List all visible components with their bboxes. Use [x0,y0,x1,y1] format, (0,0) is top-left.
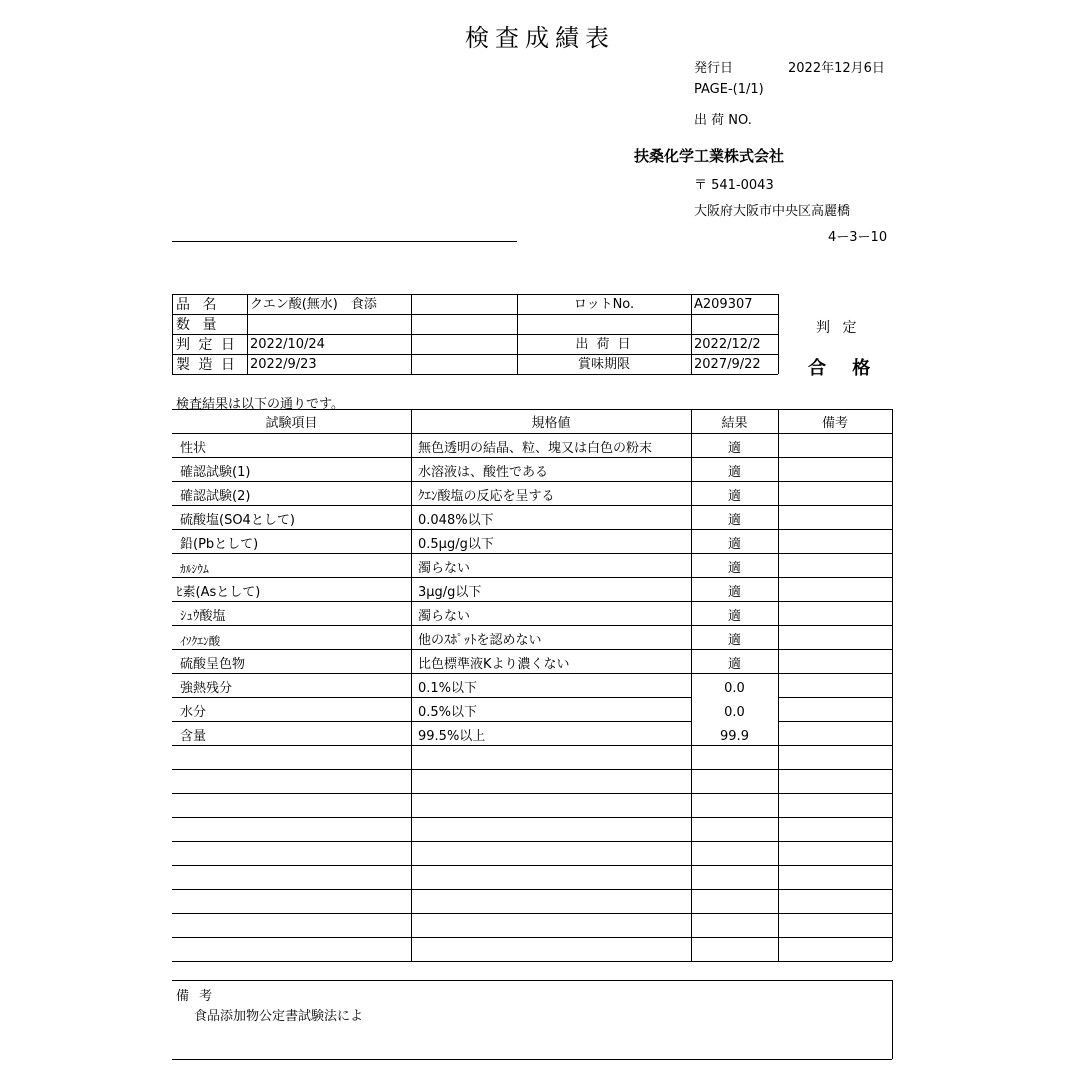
spec-value: 他のｽﾎﾟｯﾄを認めない [418,633,542,648]
header-spec: 規格値 [531,416,571,431]
company-postal: 〒 541-0043 [694,178,774,193]
spec-value: 3μg/g以下 [418,585,482,600]
result-value: 適 [727,585,741,600]
spec-value: 濁らない [418,609,471,624]
ship-date: 2022/12/2 [694,337,761,352]
test-item: 硫酸呈色物 [180,657,246,672]
test-item: ﾋ素(Asとして) [176,585,261,600]
ship-date-label: 出 荷 日 [575,337,633,352]
header-test-item: 試験項目 [265,416,318,431]
judge-date-label: 判 定 日 [176,337,237,353]
manufacture-date: 2022/9/23 [250,357,317,372]
result-value: 適 [727,561,741,576]
company-name: 扶桑化学工業株式会社 [634,147,785,165]
result-value: 99.9 [720,729,749,744]
manufacture-date-label: 製 造 日 [176,357,237,373]
recipient-line [172,241,517,242]
shipment-no-label: 出 荷 NO. [694,113,752,128]
product-name-label: 品 名 [176,297,221,313]
test-item: 強熱残分 [180,681,233,696]
test-item: ｲｿｸｴﾝ酸 [180,634,221,648]
issue-date-label: 発行日 [694,61,734,76]
judgement-result: 合 格 [808,358,881,379]
test-item: 鉛(Pbとして) [180,537,259,552]
result-value: 適 [727,537,741,552]
test-item: 性状 [180,441,207,456]
product-name: クエン酸(無水) 食添 [250,297,377,312]
result-value: 適 [727,609,741,624]
page-number: PAGE-(1/1) [694,82,764,97]
result-value: 適 [727,633,741,648]
company-address-number: 4ー3ー10 [828,230,888,245]
document-title: 検査成績表 [465,24,615,52]
test-item: 確認試験(2) [180,489,251,504]
spec-value: 0.1%以下 [418,681,478,696]
spec-value: 濁らない [418,561,471,576]
result-value: 適 [727,657,741,672]
test-item: 硫酸塩(SO4として) [180,513,295,528]
spec-value: 0.5%以下 [418,705,478,720]
header-remark: 備考 [821,416,848,431]
spec-value: 水溶液は、酸性である [418,465,549,480]
result-value: 0.0 [724,705,745,720]
judgement-label: 判 定 [816,320,861,336]
result-value: 0.0 [724,681,745,696]
judge-date: 2022/10/24 [250,337,325,352]
issue-date: 2022年12月6日 [788,61,885,76]
lot-label: ロットNo. [573,297,635,312]
spec-value: 0.5μg/g以下 [418,537,494,552]
spec-value: 無色透明の結晶、粒、塊又は白色の粉末 [418,441,653,456]
test-item: ｼｭｳ酸塩 [180,609,226,624]
header-result: 結果 [721,416,748,431]
result-value: 適 [727,441,741,456]
remarks-text: 食品添加物公定書試験法によ [194,1009,364,1024]
quantity-label: 数 量 [176,317,221,333]
remarks-label: 備 考 [176,989,216,1004]
spec-value: 0.048%以下 [418,513,494,528]
result-value: 適 [727,465,741,480]
expiry-label: 賞味期限 [577,357,630,372]
company-address: 大阪府大阪市中央区高麗橋 [694,204,851,219]
test-item: 確認試験(1) [180,465,251,480]
spec-value: 99.5%以上 [418,729,486,744]
lot-number: A209307 [694,297,753,312]
results-intro: 検査結果は以下の通りです。 [176,397,344,412]
test-item: ｶﾙｼｳﾑ [180,562,209,576]
spec-value: ｸｴﾝ酸塩の反応を呈する [418,489,555,504]
test-item: 水分 [180,705,207,720]
result-value: 適 [727,489,741,504]
spec-value: 比色標準液Kより濃くない [418,657,570,672]
result-value: 適 [727,513,741,528]
expiry-date: 2027/9/22 [694,357,761,372]
test-item: 含量 [180,729,207,744]
